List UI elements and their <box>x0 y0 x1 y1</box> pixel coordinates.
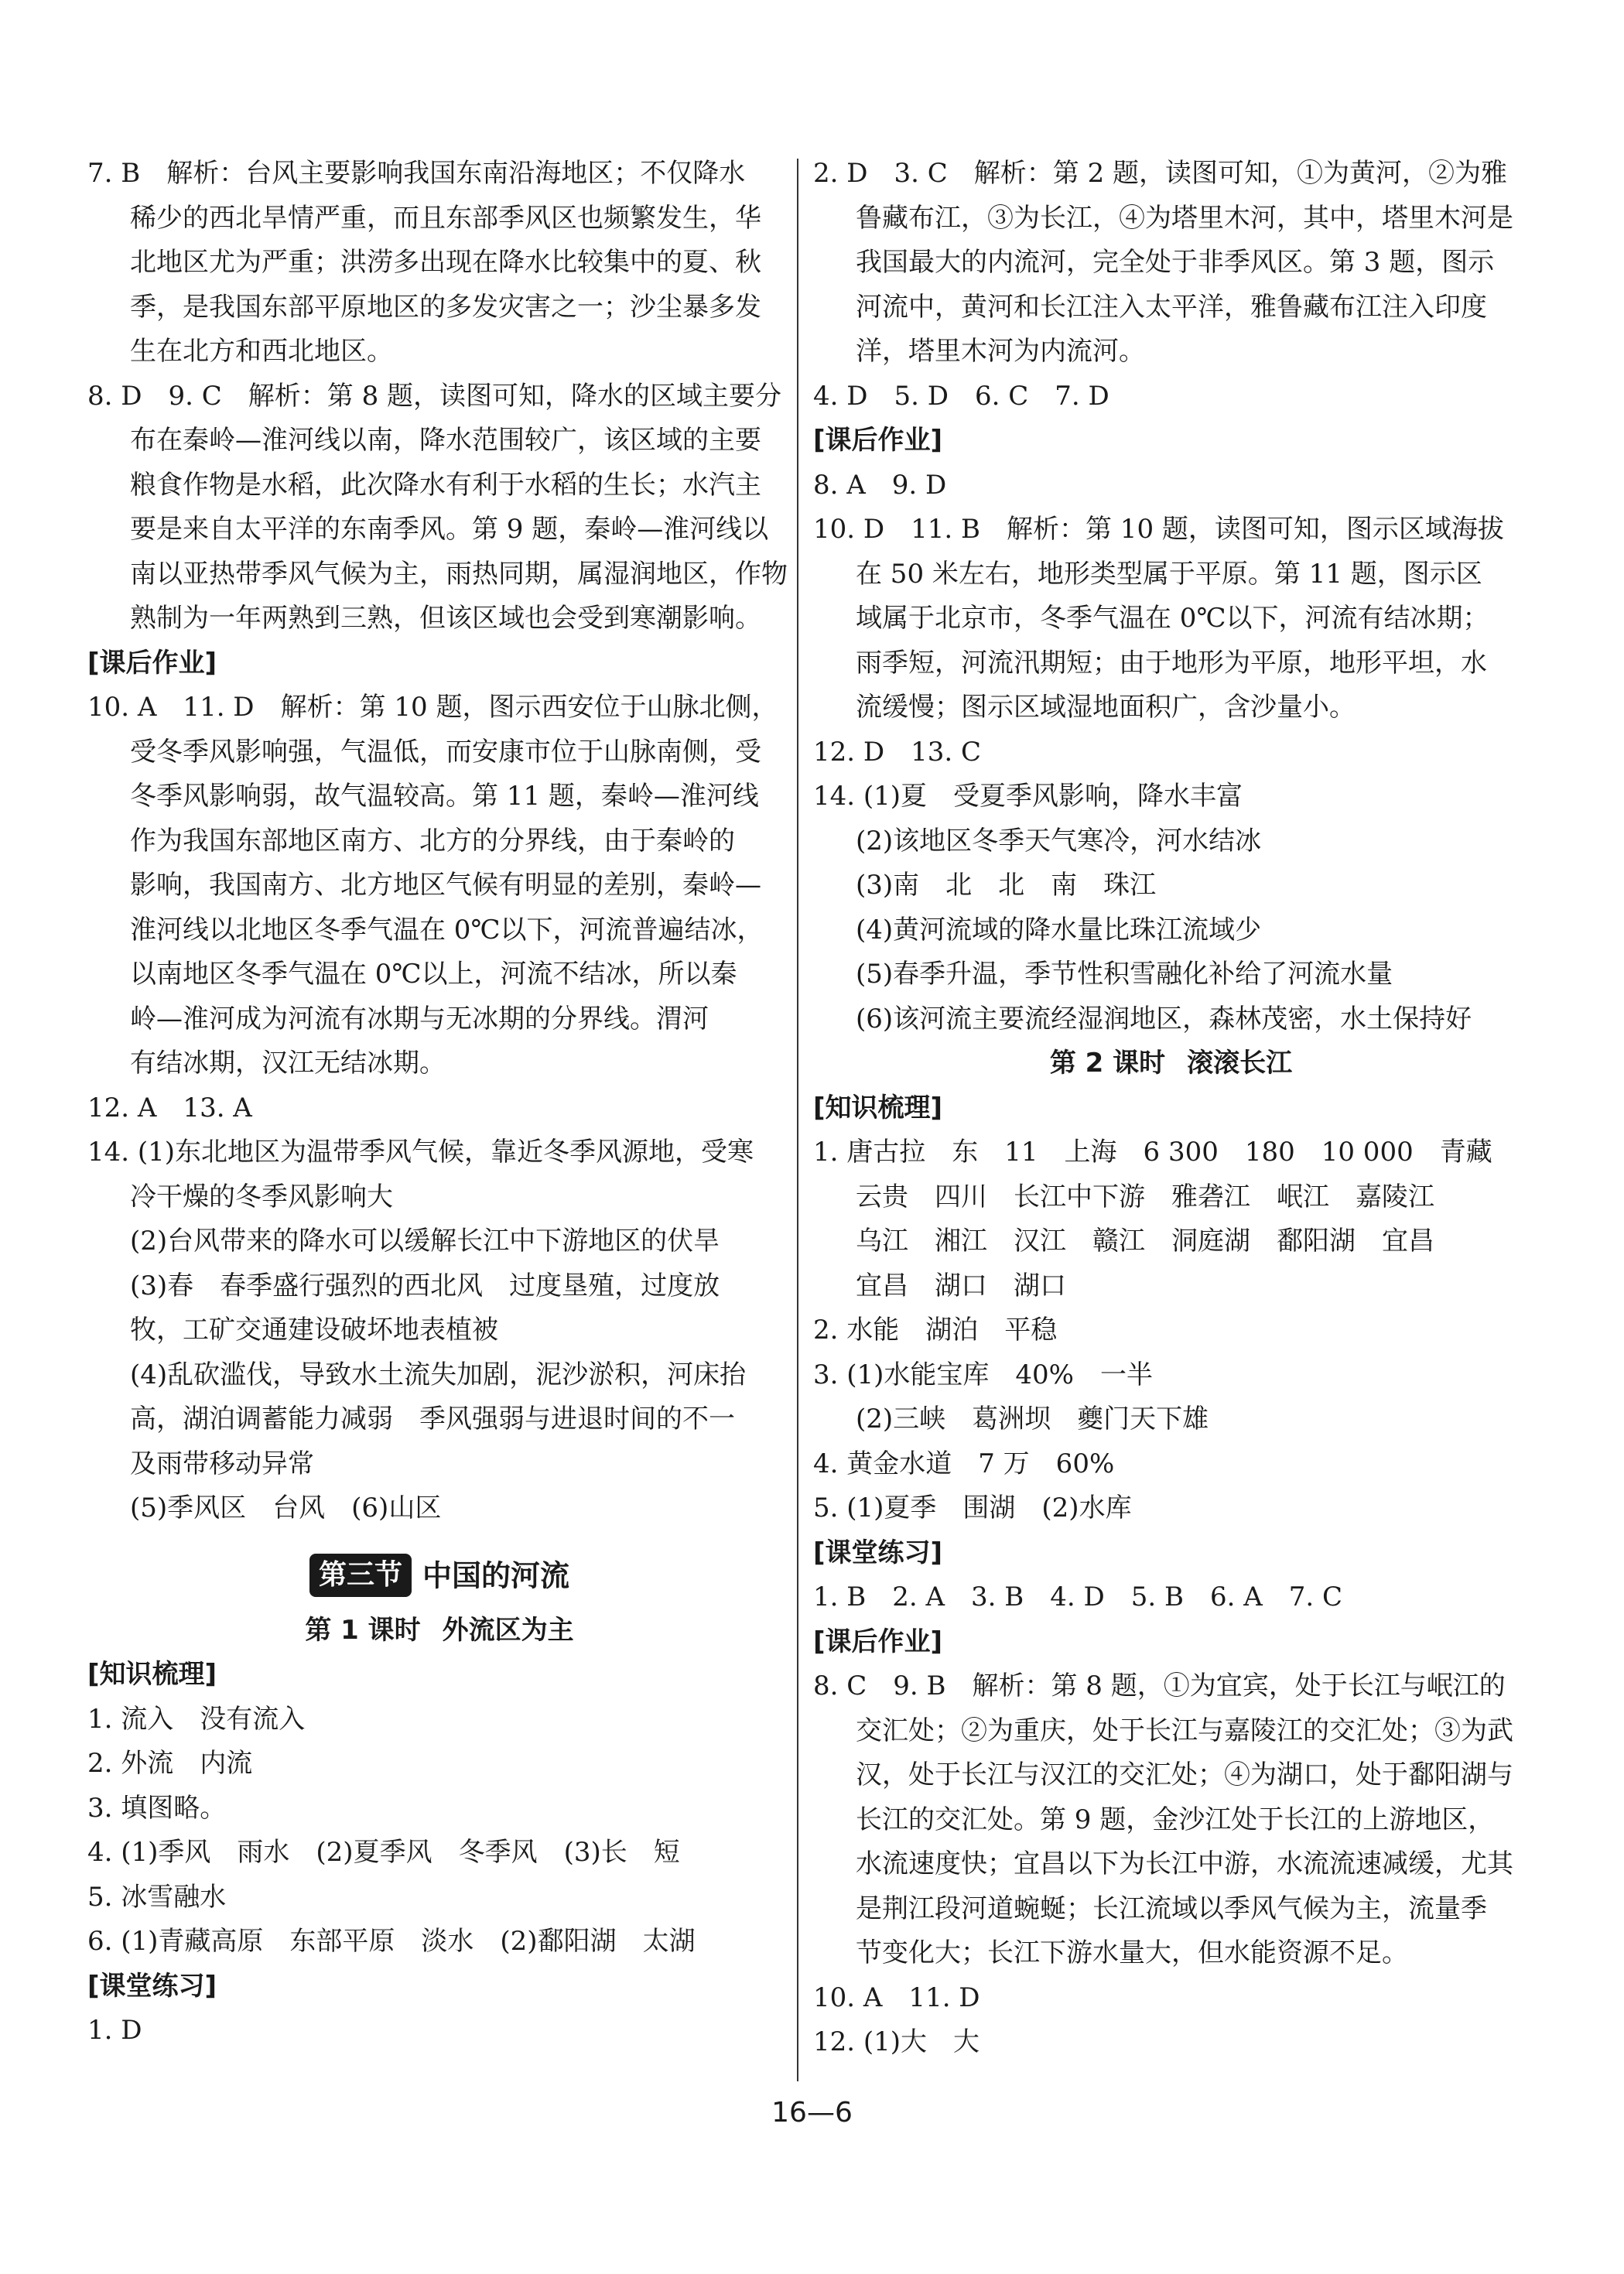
lesson-title: 滚滚长江 <box>1187 1048 1293 1079</box>
answer-continuation: 鲁藏布江，③为长江，④为塔里木河，其中，塔里木河是 <box>856 202 1513 234</box>
answer-line: 1. B 2. A 3. B 4. D 5. B 6. A 7. C <box>813 1582 1343 1612</box>
answer-continuation: 以南地区冬季气温在 0℃以上，河流不结冰，所以秦 <box>130 959 737 990</box>
answer-continuation: (6)该河流主要流经湿润地区，森林茂密，水土保持好 <box>856 1003 1472 1034</box>
section-label: [ 知识梳理 ] <box>87 1653 791 1698</box>
answer-continuation: 有结冰期，汉江无结冰期。 <box>130 1048 446 1079</box>
lesson-heading <box>87 1609 791 1653</box>
answer-continuation: 影响，我国南方、北方地区气候有明显的差别，秦岭— <box>130 870 761 901</box>
answer-continuation: 水流速度快；宜昌以下为长江中游，水流流速减缓，尤其 <box>856 1848 1513 1879</box>
answer-continuation: 熟制为一年两熟到三熟，但该区域也会受到寒潮影响。 <box>130 603 761 634</box>
answer-line: 8. A 9. D <box>813 469 947 501</box>
answer-line: 12. A 13. A <box>87 1092 252 1123</box>
answer-line: 12. (1)大 大 <box>813 2026 980 2057</box>
answer-line: 10. A 11. D <box>813 1982 980 2013</box>
answer-continuation: 冬季风影响弱，故气温较高。第 11 题，秦岭—淮河线 <box>130 781 759 812</box>
answer-continuation: (5)春季升温，季节性积雪融化补给了河流水量 <box>856 959 1393 990</box>
section-label: [ 课后作业 ] <box>813 419 1529 463</box>
answer-continuation: 节变化大；长江下游水量大，但水能资源不足。 <box>856 1937 1408 1968</box>
answer-continuation: (2)台风带来的降水可以缓解长江中下游地区的伏旱 <box>130 1226 720 1257</box>
answer-continuation: 洋，塔里木河为内流河。 <box>856 336 1145 367</box>
lesson-number: 第 1 课时 <box>305 1614 421 1646</box>
answer-continuation: 作为我国东部地区南方、北方的分界线，由于秦岭的 <box>130 825 735 857</box>
page-number: 16—6 <box>771 2097 853 2129</box>
answer-continuation: 是荆江段河道蜿蜒；长江流域以季风气候为主，流量季 <box>856 1893 1487 1924</box>
answer-continuation: 南以亚热带季风气候为主，雨热同期，属湿润地区，作物 <box>130 558 788 590</box>
answer-line: 4. (1)季风 雨水 (2)夏季风 冬季风 (3)长 短 <box>87 1837 680 1868</box>
section-label: [ 课后作业 ] <box>813 1620 1529 1665</box>
answer-line: 5. (1)夏季 围湖 (2)水库 <box>813 1493 1132 1523</box>
answer-continuation: 岭—淮河成为河流有冰期与无冰期的分界线。渭河 <box>130 1003 709 1034</box>
section-label: [ 课堂练习 ] <box>87 1965 791 2009</box>
answer-line: 14. (1)东北地区为温带季风气候，靠近冬季风源地，受寒 <box>87 1137 754 1168</box>
column-divider <box>797 159 798 2081</box>
answer-continuation: 交汇处；②为重庆，处于长江与嘉陵江的交汇处；③为武 <box>856 1715 1513 1746</box>
answer-line: 2. 水能 湖泊 平稳 <box>813 1315 1058 1346</box>
answer-line: 10. A 11. D 解析：第 10 题，图示西安位于山脉北侧， <box>87 692 778 723</box>
lesson-heading <box>813 1041 1529 1086</box>
answer-continuation: 牧，工矿交通建设破坏地表植被 <box>130 1315 498 1346</box>
answer-continuation: (5)季风区 台风 (6)山区 <box>130 1493 442 1523</box>
answer-line: 3. 填图略。 <box>87 1792 227 1824</box>
answer-line: 4. D 5. D 6. C 7. D <box>813 380 1109 412</box>
answer-continuation: (2)三峡 葛洲坝 夔门天下雄 <box>856 1404 1209 1435</box>
answer-continuation: 宜昌 湖口 湖口 <box>856 1270 1066 1301</box>
chapter-badge: 第三节 <box>309 1554 412 1597</box>
answer-line: 3. (1)水能宝库 40% 一半 <box>813 1359 1153 1390</box>
answer-line: 8. D 9. C 解析：第 8 题，读图可知，降水的区域主要分 <box>87 380 782 412</box>
chapter-title: 中国的河流 <box>422 1558 570 1592</box>
answer-continuation: 稀少的西北旱情严重，而且东部季风区也频繁发生，华 <box>130 202 761 234</box>
answer-continuation: (3)春 春季盛行强烈的西北风 过度垦殖，过度放 <box>130 1270 720 1301</box>
answer-line: 2. 外流 内流 <box>87 1748 253 1779</box>
answer-line: 14. (1)夏 受夏季风影响，降水丰富 <box>813 781 1243 812</box>
answer-line: 6. (1)青藏高原 东部平原 淡水 (2)鄱阳湖 太湖 <box>87 1926 696 1957</box>
left-column <box>87 152 791 2053</box>
answer-continuation: 要是来自太平洋的东南季风。第 9 题，秦岭—淮河线以 <box>130 514 769 545</box>
answer-continuation: (3)南 北 北 南 珠江 <box>856 870 1157 901</box>
lesson-number: 第 2 课时 <box>1049 1048 1166 1079</box>
answer-continuation: 乌江 湘江 汉江 赣江 洞庭湖 鄱阳湖 宜昌 <box>856 1226 1434 1257</box>
answer-line: 4. 黄金水道 7 万 60% <box>813 1448 1115 1479</box>
answer-continuation: 冷干燥的冬季风影响大 <box>130 1181 393 1212</box>
answer-continuation: 域属于北京市，冬季气温在 0℃以下，河流有结冰期； <box>856 603 1489 634</box>
answer-line: 7. B 解析：台风主要影响我国东南沿海地区；不仅降水 <box>87 158 746 189</box>
answer-continuation: 受冬季风影响强，气温低，而安康市位于山脉南侧，受 <box>130 736 761 768</box>
answer-continuation: 淮河线以北地区冬季气温在 0℃以下，河流普遍结冰， <box>130 914 764 946</box>
answer-continuation: 在 50 米左右，地形类型属于平原。第 11 题，图示区 <box>856 558 1482 590</box>
answer-continuation: 我国最大的内流河，完全处于非季风区。第 3 题，图示 <box>856 247 1495 278</box>
section-label: [ 知识梳理 ] <box>813 1086 1529 1131</box>
answer-line: 8. C 9. B 解析：第 8 题，①为宜宾，处于长江与岷江的 <box>813 1670 1506 1701</box>
answer-continuation: 汉，处于长江与汉江的交汇处；④为湖口，处于鄱阳湖与 <box>856 1759 1513 1790</box>
answer-continuation: (4)黄河流域的降水量比珠江流域少 <box>856 914 1262 946</box>
answer-continuation: 布在秦岭—淮河线以南，降水范围较广，该区域的主要 <box>130 425 761 456</box>
answer-continuation: 北地区尤为严重；洪涝多出现在降水比较集中的夏、秋 <box>130 247 761 278</box>
answer-line: 1. D <box>87 2015 142 2046</box>
lesson-title: 外流区为主 <box>442 1614 574 1646</box>
answer-line: 10. D 11. B 解析：第 10 题，读图可知，图示区域海拔 <box>813 514 1504 545</box>
answer-line: 1. 唐古拉 东 11 上海 6 300 180 10 000 青藏 <box>813 1137 1492 1168</box>
answer-continuation: 粮食作物是水稻，此次降水有利于水稻的生长；水汽主 <box>130 469 761 501</box>
answer-continuation: (4)乱砍滥伐，导致水土流失加剧，泥沙淤积，河床抬 <box>130 1359 747 1390</box>
answer-continuation: 季，是我国东部平原地区的多发灾害之一；沙尘暴多发 <box>130 291 761 323</box>
answer-line: 1. 流入 没有流入 <box>87 1703 306 1735</box>
right-column <box>813 152 1529 2065</box>
answer-continuation: 雨季短，河流汛期短；由于地形为平原，地形平坦，水 <box>856 647 1487 679</box>
answer-continuation: 长江的交汇处。第 9 题，金沙江处于长江的上游地区， <box>856 1804 1495 1835</box>
answer-continuation: 云贵 四川 长江中下游 雅砻江 岷江 嘉陵江 <box>856 1181 1434 1212</box>
answer-line: 12. D 13. C <box>813 736 982 768</box>
section-label: [ 课后作业 ] <box>87 641 791 686</box>
answer-continuation: 及雨带移动异常 <box>130 1448 314 1479</box>
answer-line: 2. D 3. C 解析：第 2 题，读图可知，①为黄河，②为雅 <box>813 158 1508 189</box>
answer-continuation: 河流中，黄河和长江注入太平洋，雅鲁藏布江注入印度 <box>856 291 1487 323</box>
chapter-heading <box>87 1539 791 1609</box>
section-label: [ 课堂练习 ] <box>813 1531 1529 1576</box>
answer-continuation: 高，湖泊调蓄能力减弱 季风强弱与进退时间的不一 <box>130 1404 735 1435</box>
answer-continuation: (2)该地区冬季天气寒冷，河水结冰 <box>856 825 1262 857</box>
answer-continuation: 流缓慢；图示区域湿地面积广，含沙量小。 <box>856 692 1356 723</box>
answer-continuation: 生在北方和西北地区。 <box>130 336 393 367</box>
answer-line: 5. 冰雪融水 <box>87 1881 227 1913</box>
